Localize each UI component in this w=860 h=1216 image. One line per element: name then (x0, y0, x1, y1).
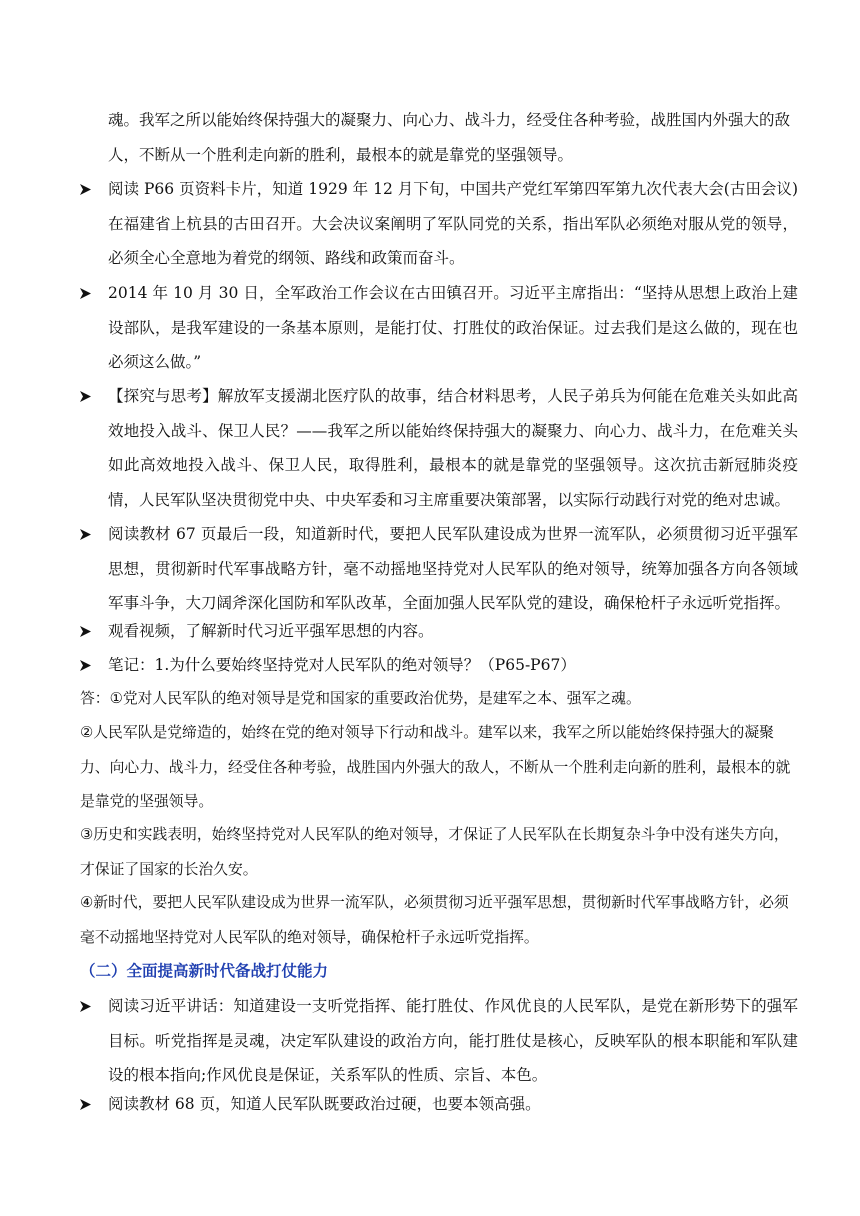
arrow-bullet-icon (80, 276, 94, 311)
answer-point-2: ②人民军队是党缔造的，始终在党的绝对领导下行动和战斗。建军以来，我军之所以能始终保持强大的凝聚力、向心力、战斗力，经受住各种考验，战胜国内外强大的敌人，不断从一个胜利走向新的胜利，最根本的就是靠党的坚强领导。 (80, 724, 791, 810)
bullet-item-textbook-p67 (80, 517, 798, 621)
answer-point-1: 答：①党对人民军队的绝对领导是党和国家的重要政治优势，是建军之本、强军之魂。 (80, 690, 641, 707)
answer-point-4: ④新时代，要把人民军队建设成为世界一流军队，必须贯彻习近平强军思想，贯彻新时代军事战略方针，必须毫不动摇地坚持党对人民军队的绝对领导，确保枪杆子永远听党指挥。 (80, 894, 789, 946)
bullet-item-explore-and-think (80, 379, 798, 517)
bullet-item-gutian-conference (80, 172, 798, 276)
bullet-item-notes (80, 648, 798, 683)
arrow-bullet-icon (80, 614, 94, 649)
bullet-text: 阅读教材 68 页，知道人民军队既要政治过硬，也要本领高强。 (108, 1095, 541, 1113)
arrow-bullet-icon (80, 379, 94, 414)
bullet-item-watch-video (80, 614, 798, 649)
bullet-text: 阅读 P66 页资料卡片，知道 1929 年 12 月下旬，中国共产党红军第四军第九次代表大会(古田会议)在福建省上杭县的古田召开。大会决议案阐明了军队同党的关系，指出军队必须绝对服从党的领导，必须全心全意地为着党的纲领、路线和政策而奋斗。 (108, 180, 798, 267)
bullet-text: 观看视频，了解新时代习近平强军思想的内容。 (108, 622, 434, 640)
arrow-bullet-icon (80, 517, 94, 552)
bullet-text: 【探究与思考】解放军支援湖北医疗队的故事，结合材料思考，人民子弟兵为何能在危难关头如此高效地投入战斗、保卫人民？——我军之所以能始终保持强大的凝聚力、向心力、战斗力，在危难关头如此高效地投入战斗、保卫人民，取得胜利，最根本的就是靠党的坚强领导。这次抗击新冠肺炎疫情，人民军队坚决贯彻党中央、中央军委和习主席重要决策部署，以实际行动践行对党的绝对忠诚。 (108, 387, 798, 509)
section-heading: （二）全面提高新时代备战打仗能力 (80, 962, 329, 980)
bullet-text: 2014 年 10 月 30 日，全军政治工作会议在古田镇召开。习近平主席指出：“坚持从思想上政治上建设部队，是我军建设的一条基本原则，是能打仗、打胜仗的政治保证。过去我们是这么做的，现在也必须这么做。” (108, 284, 798, 371)
arrow-bullet-icon (80, 989, 94, 1024)
arrow-bullet-icon (80, 648, 94, 683)
answer-point-3: ③历史和实践表明，始终坚持党对人民军队的绝对领导，才保证了人民军队在长期复杂斗争中没有迷失方向，才保证了国家的长治久安。 (80, 826, 789, 878)
bullet-text: 阅读习近平讲话：知道建设一支听党指挥、能打胜仗、作风优良的人民军队，是党在新形势下的强军目标。听党指挥是灵魂，决定军队建设的政治方向，能打胜仗是核心，反映军队的根本职能和军队建设的根本指向;作风优良是保证，关系军队的性质、宗旨、本色。 (108, 997, 798, 1084)
bullet-item-textbook-p68 (80, 1087, 798, 1122)
bullet-text: 笔记：1.为什么要始终坚持党对人民军队的绝对领导？（P65-P67） (108, 656, 576, 674)
bullet-text: 阅读教材 67 页最后一段，知道新时代，要把人民军队建设成为世界一流军队，必须贯彻习近平强军思想，贯彻新时代军事战略方针，毫不动摇地坚持党对人民军队的绝对领导，统筹加强各方向各领域军事斗争，大刀阔斧深化国防和军队改革，全面加强人民军队党的建设，确保枪杆子永远听党指挥。 (108, 525, 798, 612)
bullet-item-xi-speech (80, 989, 798, 1093)
arrow-bullet-icon (80, 1087, 94, 1122)
paragraph-continuation: 魂。我军之所以能始终保持强大的凝聚力、向心力、战斗力，经受住各种考验，战胜国内外强大的敌人，不断从一个胜利走向新的胜利，最根本的就是靠党的坚强领导。 (108, 111, 791, 164)
arrow-bullet-icon (80, 172, 94, 207)
bullet-item-political-work-meeting (80, 276, 798, 380)
